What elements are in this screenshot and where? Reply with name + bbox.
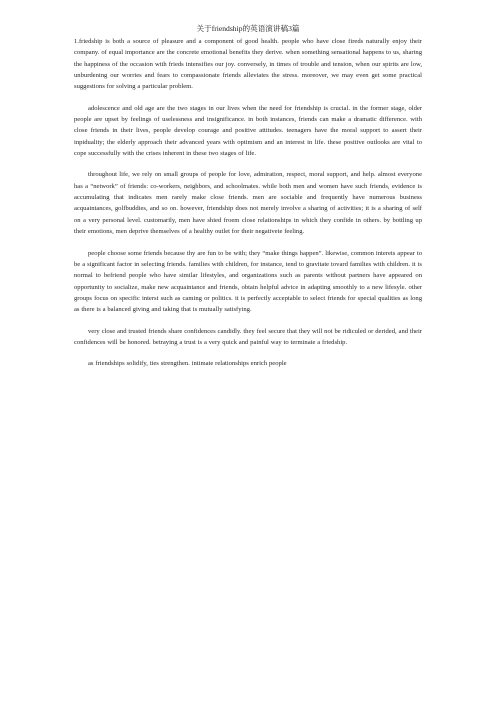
paragraph-4: people choose some friends because thy are fun to be with; they “make things happen”. likewise, common interets appear to be a significant factor in selecting friends. families with children, for instance, tend to gravitate tovard families with children. it is normal to befriend people who have similar lifestyles, and organizations such as parents without partners have appeared on opportunity to socialize, make new acquaintance and friends, obtain helpful advice in adapting smoothly to a new lifesyle. other groups focus on specific interst such as caming or politics. it is perfectly acceptable to select friends for special qualities as long as there is a balanced giving and taking that is mutually satisfying. [74, 249, 422, 314]
paragraph-3: throughout life, we rely on small groups of people for love, admiration, respect, moral support, and help. almost everyone has a “network” of friends: co-workers, neighbors, and schoolmates. while both men and women have such friends, evidence is accumulating that indicates men rarely make close friends. men are sociable and frequently have numerous business acquaintances, golfbuddies, and so on. however, friendship does not merely involve a sharing of activities; it is a sharing of self on a very personal level. customarily, men have shied froem close relationships in which they confide in others. by bottling up their emotions, men deprive themselves of a healthy outlet for their negativete feeling. [74, 171, 422, 236]
paragraph-2: adolescence and old age are the two stages in our lives when the need for friendship is crucial. in the former stage, older people are upset by feelings of uselessness and insignificance. in both instances, friends can make a dramatic difference. with close friends in their lives, people develop courage and positive attitudes. teenagers have the moral support to assert their inpiduality; the elderly approach their advanced years with optimism and an interest in life. these positive outlooks are vital to cope successfully with the crises inherent in these two stages of life. [74, 104, 422, 158]
paragraph-6: as friendships solidify, ties strengthen. intimate relationships enrich people [88, 360, 287, 368]
paragraph-gap [74, 159, 422, 169]
paragraph-gap [74, 238, 422, 248]
document-page [74, 24, 422, 370]
paragraph-gap [74, 93, 422, 103]
paragraph-gap [74, 316, 422, 326]
paragraph-5: very close and trusted friends share confidences candidly. they feel secure that they will not be ridiculed or derided, and their confidences will be honored. betraying a trust is a very quick and painful way to terminate a friedship. [74, 327, 422, 346]
paragraph-gap [74, 348, 422, 358]
document-title: 关于friendship的英语演讲稿3篇 [196, 24, 300, 33]
paragraph-1: 1.friedship is both a source of pleasure and a component of good health. people who have close fireds naturally enjoy their company. of equal importance are the concrete emotional benefits they derive. when something sensational happens to us, sharing the happiness of the occasion with frieds intensifies our joy. conversely, in times of trouble and tension, when our spirits are low, unburdening our worries and fears to compassionate friends alleviates the stress. moreover, we may even get some practical suggestions for solving a particular problem. [74, 38, 422, 91]
